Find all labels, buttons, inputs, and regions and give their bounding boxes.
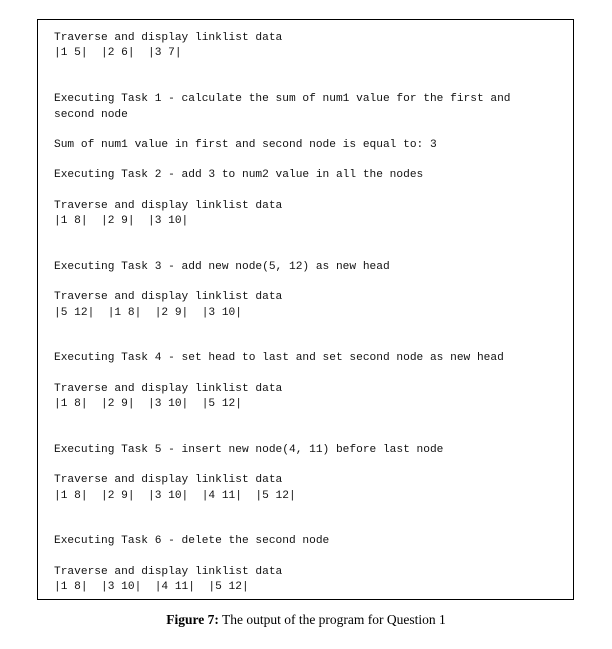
output-line-1: Traverse and display linklist data: [54, 32, 283, 44]
figure-caption: [0, 612, 612, 628]
output-line-12: Executing Task 4 - set head to last and set second node as new head: [54, 352, 504, 364]
figure-label: Figure 7:: [166, 612, 219, 627]
figure-caption-text: The output of the program for Question 1: [218, 612, 446, 627]
output-line-13: Traverse and display linklist data: [54, 383, 283, 395]
program-output-box: [37, 19, 574, 600]
output-line-11: |5 12| |1 8| |2 9| |3 10|: [54, 307, 242, 319]
output-line-7: Traverse and display linklist data: [54, 200, 283, 212]
output-line-19: Traverse and display linklist data: [54, 566, 283, 578]
output-line-10: Traverse and display linklist data: [54, 291, 283, 303]
output-line-9: Executing Task 3 - add new node(5, 12) as new head: [54, 261, 390, 273]
output-line-16: Traverse and display linklist data: [54, 474, 283, 486]
output-line-17: |1 8| |2 9| |3 10| |4 11| |5 12|: [54, 490, 296, 502]
output-line-15: Executing Task 5 - insert new node(4, 11) before last node: [54, 444, 444, 456]
output-line-4: second node: [54, 109, 128, 121]
output-line-8: |1 8| |2 9| |3 10|: [54, 215, 189, 227]
output-line-3: Executing Task 1 - calculate the sum of num1 value for the first and: [54, 93, 511, 105]
output-line-6: Executing Task 2 - add 3 to num2 value in all the nodes: [54, 169, 424, 181]
output-line-20: |1 8| |3 10| |4 11| |5 12|: [54, 581, 249, 593]
output-line-18: Executing Task 6 - delete the second node: [54, 535, 330, 547]
output-line-2: |1 5| |2 6| |3 7|: [54, 47, 182, 59]
output-line-14: |1 8| |2 9| |3 10| |5 12|: [54, 398, 242, 410]
output-line-5: Sum of num1 value in first and second node is equal to: 3: [54, 139, 437, 151]
